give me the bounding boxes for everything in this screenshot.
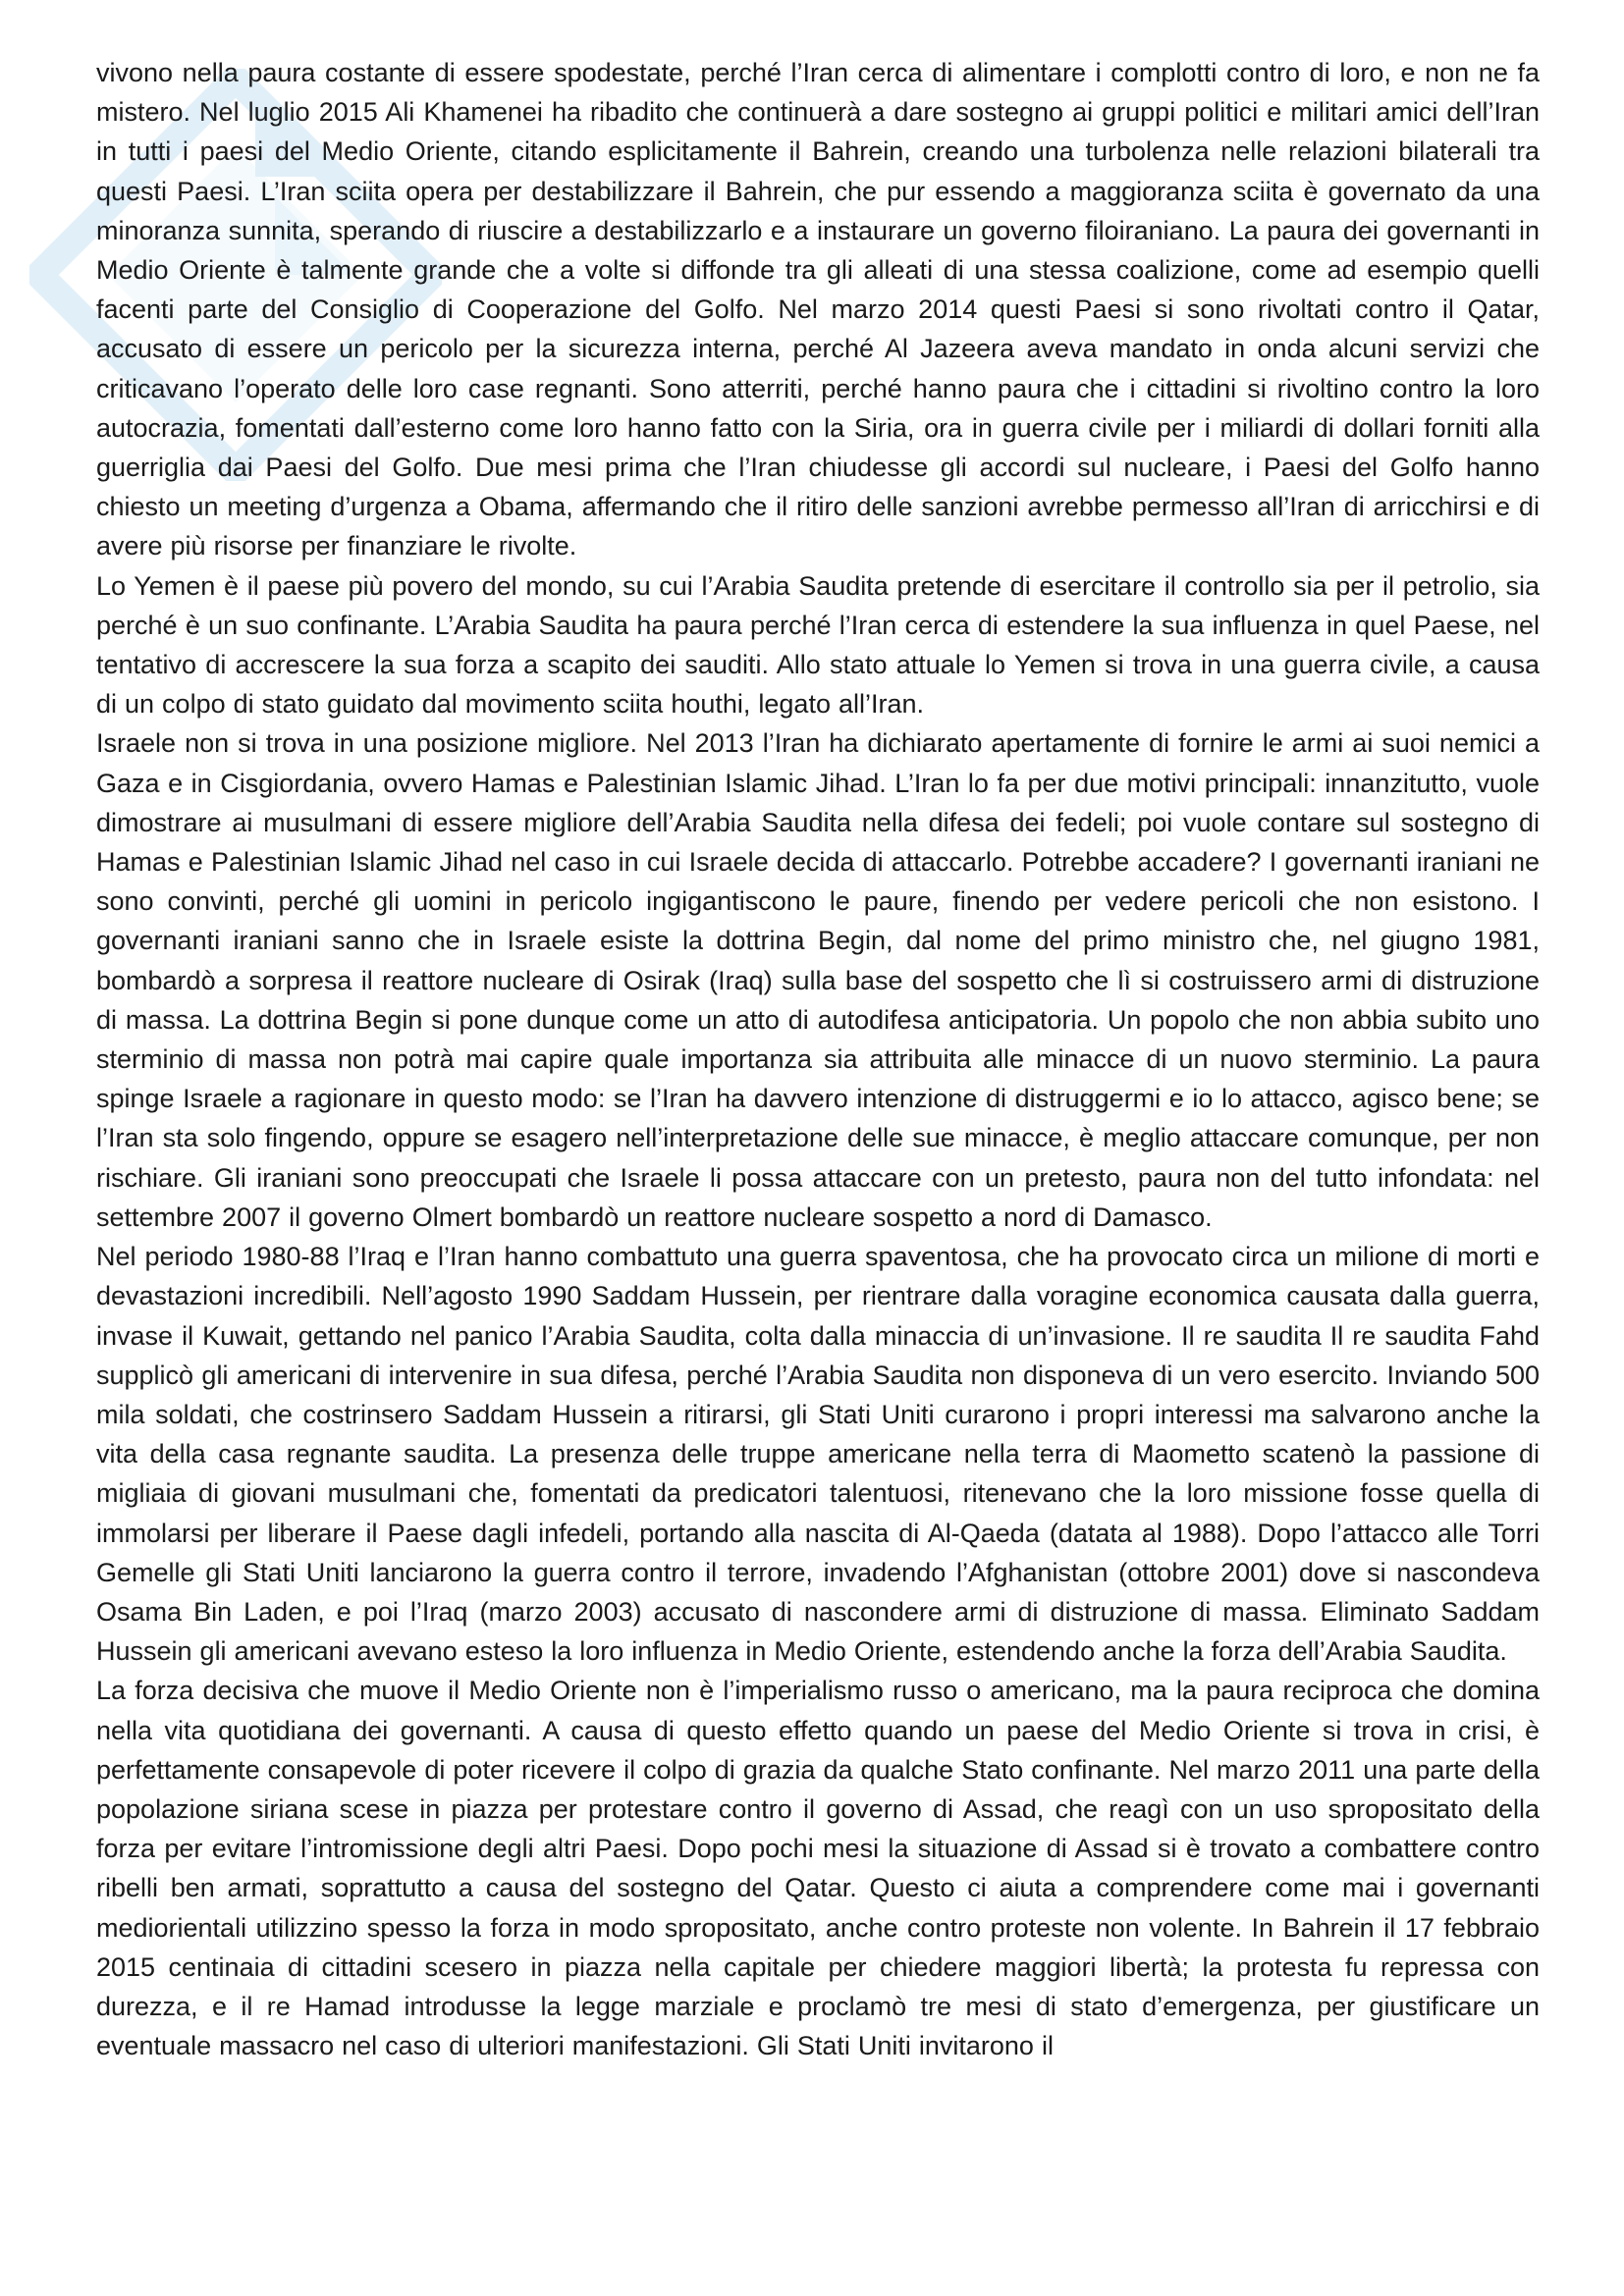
paragraph-5: La forza decisiva che muove il Medio Oriente non è l’imperialismo russo o americano, ma la paura reciproca che domina nella vita quotidiana dei governanti. A causa di questo effetto quando un paese del Medio Oriente si trova in crisi, è perfettamente consapevole di poter ricevere il colpo di grazia da qualche Stato confinante. Nel marzo 2011 una parte della popolazione siriana scese in piazza per protestare contro il governo di Assad, che reagì con un uso spropositato della forza per evitare l’intromissione degli altri Paesi. Dopo pochi mesi la situazione di Assad si è trovato a combattere contro ribelli ben armati, soprattutto a causa del sostegno del Qatar. Questo ci aiuta a comprendere come mai i governanti mediorientali utilizzino spesso la forza in modo spropositato, anche contro proteste non volente. In Bahrein il 17 febbraio 2015 centinaia di cittadini scesero in piazza nella capitale per chiedere maggiori libertà; la protesta fu repressa con durezza, e il re Hamad introdusse la legge marziale e proclamò tre mesi di stato d’emergenza, per giustificare un eventuale massacro nel caso di ulteriori manifestazioni. Gli Stati Uniti invitarono il [96,1676,1540,2061]
paragraph-1: vivono nella paura costante di essere spodestate, perché l’Iran cerca di alimentare i complotti contro di loro, e non ne fa mistero. Nel luglio 2015 Ali Khamenei ha ribadito che continuerà a dare sostegno ai gruppi politici e militari amici dell’Iran in tutti i paesi del Medio Oriente, citando esplicitamente il Bahrein, creando una turbolenza nelle relazioni bilaterali tra questi Paesi. L’Iran sciita opera per destabilizzare il Bahrein, che pur essendo a maggioranza sciita è governato da una minoranza sunnita, sperando di riuscire a destabilizzarlo e a instaurare un governo filoiraniano. La paura dei governanti in Medio Oriente è talmente grande che a volte si diffonde tra gli alleati di una stessa coalizione, come ad esempio quelli facenti parte del Consiglio di Cooperazione del Golfo. Nel marzo 2014 questi Paesi si sono rivoltati contro il Qatar, accusato di essere un pericolo per la sicurezza interna, perché Al Jazeera aveva mandato in onda alcuni servizi che criticavano l’operato delle loro case regnanti. Sono atterriti, perché hanno paura che i cittadini si rivoltino contro la loro autocrazia, fomentati dall’esterno come loro hanno fatto con la Siria, ora in guerra civile per i miliardi di dollari forniti alla guerriglia dai Paesi del Golfo. Due mesi prima che l’Iran chiudesse gli accordi sul nucleare, i Paesi del Golfo hanno chiesto un meeting d’urgenza a Obama, affermando che il ritiro delle sanzioni avrebbe permesso all’Iran di arricchirsi e di avere più risorse per finanziare le rivolte. [96,58,1540,561]
document-page [96,53,1540,2065]
paragraph-4: Nel periodo 1980-88 l’Iraq e l’Iran hanno combattuto una guerra spaventosa, che ha provocato circa un milione di morti e devastazioni incredibili. Nell’agosto 1990 Saddam Hussein, per rientrare dalla voragine economica causata dalla guerra, invase il Kuwait, gettando nel panico l’Arabia Saudita, colta dalla minaccia di un’invasione. Il re saudita Il re saudita Fahd supplicò gli americani di intervenire in sua difesa, perché l’Arabia Saudita non disponeva di un vero esercito. Inviando 500 mila soldati, che costrinsero Saddam Hussein a ritirarsi, gli Stati Uniti curarono i propri interessi ma salvarono anche la vita della casa regnante saudita. La presenza delle truppe americane nella terra di Maometto scatenò la passione di migliaia di giovani musulmani che, fomentati da predicatori talentuosi, ritenevano che la loro missione fosse quella di immolarsi per liberare il Paese dagli infedeli, portando alla nascita di Al-Qaeda (datata al 1988). Dopo l’attacco alle Torri Gemelle gli Stati Uniti lanciarono la guerra contro il terrore, invadendo l’Afghanistan (ottobre 2001) dove si nascondeva Osama Bin Laden, e poi l’Iraq (marzo 2003) accusato di nascondere armi di distruzione di massa. Eliminato Saddam Hussein gli americani avevano esteso la loro influenza in Medio Oriente, estendendo anche la forza dell’Arabia Saudita. [96,1242,1540,1667]
paragraph-3: Israele non si trova in una posizione migliore. Nel 2013 l’Iran ha dichiarato apertamente di fornire le armi ai suoi nemici a Gaza e in Cisgiordania, ovvero Hamas e Palestinian Islamic Jihad. L’Iran lo fa per due motivi principali: innanzitutto, vuole dimostrare ai musulmani di essere migliore dell’Arabia Saudita nella difesa dei fedeli; poi vuole contare sul sostegno di Hamas e Palestinian Islamic Jihad nel caso in cui Israele decida di attaccarlo. Potrebbe accadere? I governanti iraniani ne sono convinti, perché gli uomini in pericolo ingigantiscono le paure, finendo per vedere pericoli che non esistono. I governanti iraniani sanno che in Israele esiste la dottrina Begin, dal nome del primo ministro che, nel giugno 1981, bombardò a sorpresa il reattore nucleare di Osirak (Iraq) sulla base del sospetto che lì si costruissero armi di distruzione di massa. La dottrina Begin si pone dunque come un atto di autodifesa anticipatoria. Un popolo che non abbia subito uno sterminio di massa non potrà mai capire quale importanza sia attribuita alle minacce di un nuovo sterminio. La paura spinge Israele a ragionare in questo modo: se l’Iran ha davvero intenzione di distruggermi e io lo attacco, agisco bene; se l’Iran sta solo fingendo, oppure se esagero nell’interpretazione delle sue minacce, è meglio attaccare comunque, per non rischiare. Gli iraniani sono preoccupati che Israele li possa attaccare con un pretesto, paura non del tutto infondata: nel settembre 2007 il governo Olmert bombardò un reattore nucleare sospetto a nord di Damasco. [96,728,1540,1232]
paragraph-2: Lo Yemen è il paese più povero del mondo, su cui l’Arabia Saudita pretende di esercitare il controllo sia per il petrolio, sia perché è un suo confinante. L’Arabia Saudita ha paura perché l’Iran cerca di estendere la sua influenza in quel Paese, nel tentativo di accrescere la sua forza a scapito dei sauditi. Allo stato attuale lo Yemen si trova in una guerra civile, a causa di un colpo di stato guidato dal movimento sciita houthi, legato all’Iran. [96,570,1540,720]
